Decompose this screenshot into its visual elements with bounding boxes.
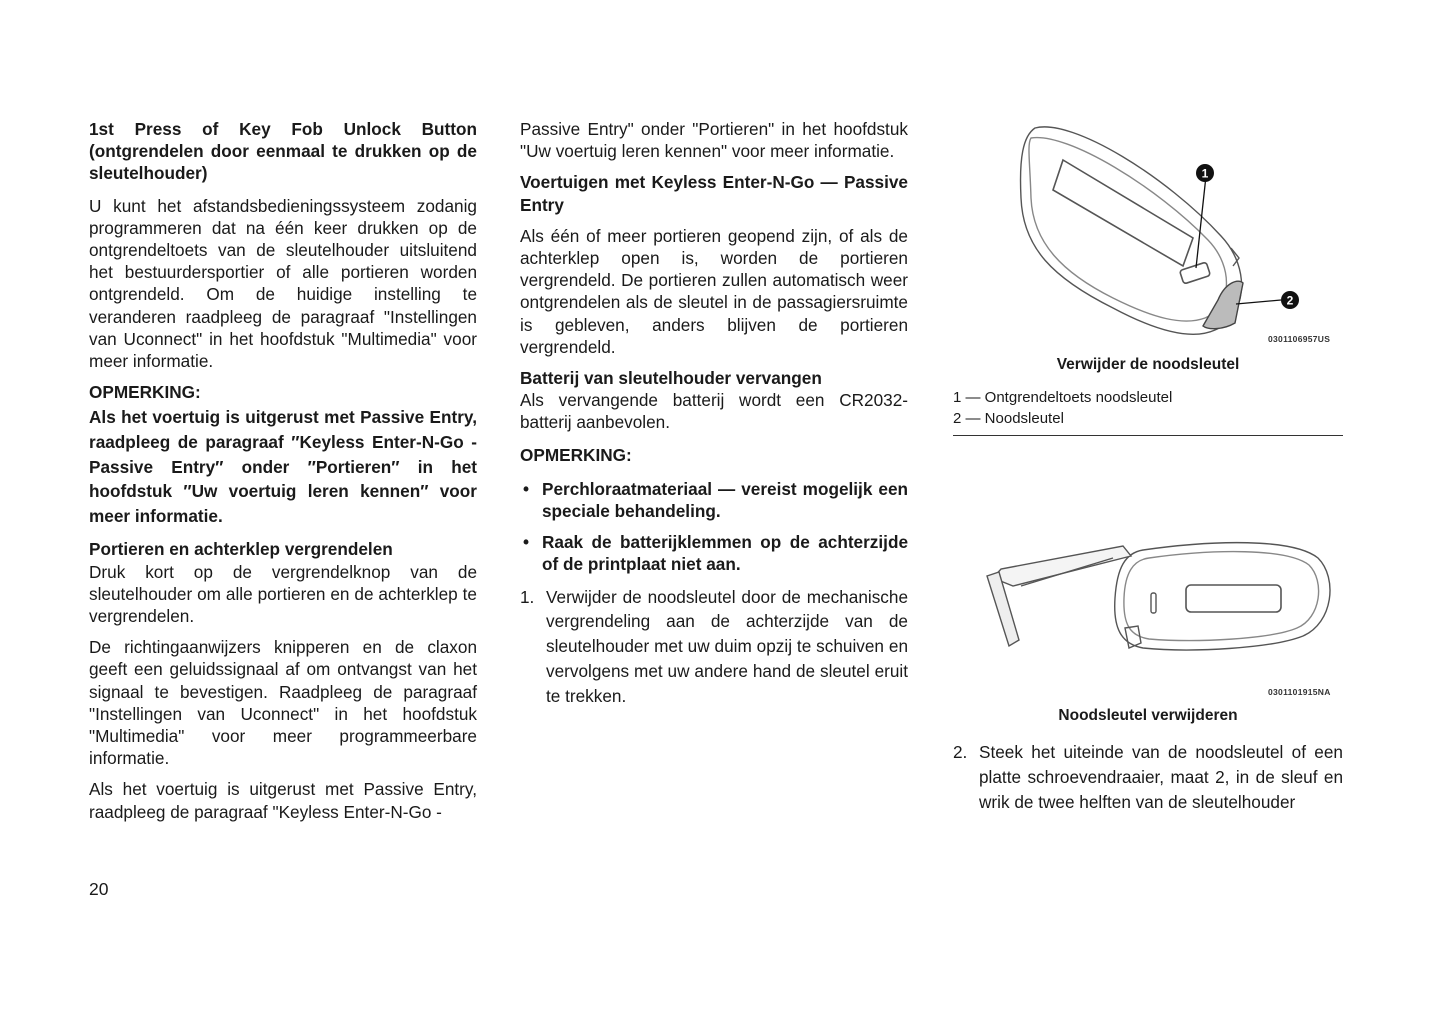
figure-code: 0301106957US [1268,334,1331,344]
key-fob-figure [953,118,1343,348]
column-right [953,118,1343,815]
continued-paragraph: Passive Entry" onder "Portieren" in het hoofdstuk "Uw voertuig leren kennen" voor meer informatie. [520,119,908,162]
figure-legend [953,388,1343,429]
unlock-heading: 1st Press of Key Fob Unlock Button (ontgrendelen door eenmaal te drukken op de sleutelhouder) [89,119,477,184]
bullet-icon: • [523,532,530,553]
step-text: Steek het uiteinde van de noodsleutel of een platte schroevendraaier, maat 2, in de sleuf en wrik de twee helften van de sleutelhouder [979,742,1343,812]
legend-item: 2 — Noodsleutel [953,409,1064,427]
list-item: • Perchloraatmateriaal — vereist mogelijk een speciale behandeling. [523,478,908,522]
bullet-icon: • [523,478,530,499]
battery-paragraph: Als vervangende batterij wordt een CR2032-batterij aanbevolen. [520,390,908,433]
lock-paragraph: Druk kort op de vergrendelknop van de sleutelhouder om alle portieren en de achterklep te vergrendelen. [89,561,477,627]
warning-list [520,478,908,576]
key-fob-illustration [953,118,1343,348]
step-item [520,585,908,709]
passive-paragraph: Als het voertuig is uitgerust met Passive Entry, raadpleeg de paragraaf "Keyless Enter-N-Go - [89,779,477,822]
figure-code: 0301101915NA [1268,687,1331,698]
steps-list [953,740,1343,814]
emergency-key-figure [953,448,1343,698]
battery-heading: Batterij van sleutelhouder vervangen [520,368,822,389]
figure-caption: Noodsleutel verwijderen [1058,707,1238,725]
note-label-2: OPMERKING: [520,444,632,465]
step-number: 1. [520,586,535,607]
step-item [953,740,1343,814]
legend-item: 1 — Ontgrendeltoets noodsleutel [953,389,1173,407]
keyless-heading: Voertuigen met Keyless Enter-N-Go — Passive Entry [520,172,908,215]
list-item: • Raak de batterijklemmen op de achterzijde of de printplaat niet aan. [523,532,908,575]
column-left [89,118,477,832]
page-number: 20 [89,879,109,899]
marker-1-label: 1 [1201,166,1209,181]
steps-list [520,585,908,709]
emergency-key-illustration [953,448,1343,698]
signal-paragraph: De richtingaanwijzers knipperen en de claxon geeft een geluidssignaal af om ontvangst van het signaal te bevestigen. Raadpleeg de paragraaf "Instellingen van Uconnect" in het hoofdstuk "Multimedia" voor meer programmeerbare informatie. [89,637,477,769]
column-middle [520,118,908,709]
unlock-paragraph: U kunt het afstandsbedieningssysteem zodanig programmeren dat na één keer drukken op de ontgrendeltoets van de sleutelhouder uitsluitend het bestuurdersportier of alle portieren worden ontgrendeld. Om de huidige instelling te veranderen raadpleeg de paragraaf "Instellingen van Uconnect" in het hoofdstuk "Multimedia" voor meer informatie. [89,195,477,372]
divider [953,435,1343,436]
lock-heading: Portieren en achterklep vergrendelen [89,539,393,560]
note-label: OPMERKING: [89,382,201,403]
marker-2-label: 2 [1286,293,1294,308]
figure-caption: Verwijder de noodsleutel [1056,356,1240,373]
keyless-paragraph: Als één of meer portieren geopend zijn, of als de achterklep open is, worden de portieren vergrendeld. De portieren zullen automatisch weer ontgrendelen als de sleutel in de passagiersruimte is gebleven, anders blijven de portieren vergrendeld. [520,225,908,357]
step-text: Verwijder de noodsleutel door de mechanische vergrendeling aan de achterzijde van de sleutelhouder met uw duim opzij te schuiven en vervolgens met uw andere hand de sleutel eruit te trekken. [546,586,908,706]
step-number: 2. [953,742,968,763]
note-paragraph: Als het voertuig is uitgerust met Passive Entry, raadpleeg de paragraaf ″Keyless Enter-N-Go - Passive Entry″ onder ″Portieren″ in het hoofdstuk ″Uw voertuig leren kennen″ voor meer informatie. [89,407,477,526]
